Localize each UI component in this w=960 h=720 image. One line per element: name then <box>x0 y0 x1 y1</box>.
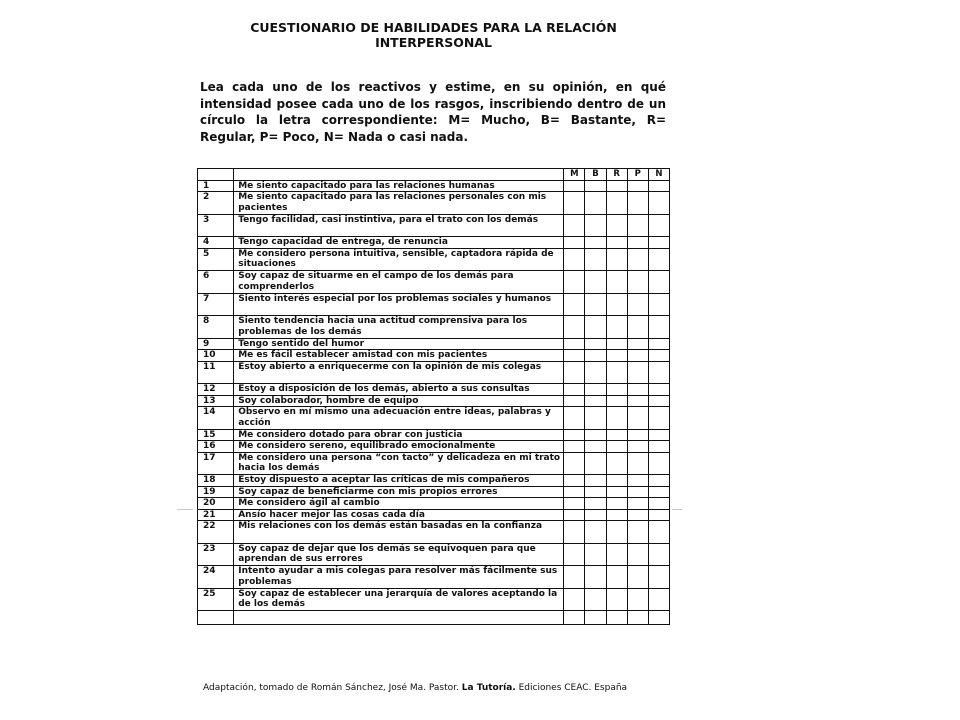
title-line-1: CUESTIONARIO DE HABILIDADES PARA LA RELACIÓN <box>250 20 617 35</box>
answer-cell-p[interactable] <box>627 361 648 384</box>
answer-cell-m[interactable] <box>564 338 585 350</box>
item-statement: Me considero ágil al cambio <box>234 498 564 510</box>
answer-cell-r[interactable] <box>606 271 627 294</box>
answer-cell-m[interactable] <box>564 521 585 544</box>
table-row <box>198 509 670 521</box>
answer-cell-p[interactable] <box>627 237 648 249</box>
answer-cell-b[interactable] <box>585 192 606 215</box>
table-row <box>198 316 670 339</box>
item-statement: Tengo capacidad de entrega, de renuncia <box>234 237 564 249</box>
answer-cell-b[interactable] <box>585 509 606 521</box>
item-number: 8 <box>198 316 234 339</box>
header-option-n: N <box>648 169 669 181</box>
answer-cell-n[interactable] <box>648 452 669 475</box>
answer-cell-m[interactable] <box>564 180 585 192</box>
answer-cell-p[interactable] <box>627 350 648 362</box>
answer-cell-b[interactable] <box>585 452 606 475</box>
answer-cell-n[interactable] <box>648 384 669 396</box>
answer-cell-m[interactable] <box>564 407 585 430</box>
table-row <box>198 395 670 407</box>
answer-cell-p[interactable] <box>627 293 648 316</box>
answer-cell-m[interactable] <box>564 498 585 510</box>
answer-cell-r[interactable] <box>606 316 627 339</box>
answer-cell-m[interactable] <box>564 588 585 611</box>
answer-cell-n[interactable] <box>648 237 669 249</box>
answer-cell-r[interactable] <box>606 588 627 611</box>
item-number: 24 <box>198 566 234 589</box>
answer-cell-n[interactable] <box>648 486 669 498</box>
table-row-empty <box>198 611 670 625</box>
answer-cell-p[interactable] <box>627 395 648 407</box>
answer-cell-m[interactable] <box>564 237 585 249</box>
answer-cell-n[interactable] <box>648 214 669 237</box>
item-statement: Mis relaciones con los demás están basadas en la confianza <box>234 521 564 544</box>
item-number: 10 <box>198 350 234 362</box>
table-row <box>198 498 670 510</box>
answer-cell-b[interactable] <box>585 521 606 544</box>
answer-cell-n[interactable] <box>648 293 669 316</box>
table-row <box>198 384 670 396</box>
empty-answer-cell[interactable] <box>627 611 648 625</box>
answer-cell-p[interactable] <box>627 214 648 237</box>
answer-cell-r[interactable] <box>606 452 627 475</box>
item-number: 19 <box>198 486 234 498</box>
header-option-r: R <box>606 169 627 181</box>
item-statement: Soy colaborador, hombre de equipo <box>234 395 564 407</box>
title-line-2: INTERPERSONAL <box>375 35 492 50</box>
source-citation <box>203 683 673 694</box>
answer-cell-r[interactable] <box>606 509 627 521</box>
citation-suffix: Ediciones CEAC. España <box>515 683 628 693</box>
item-statement: Me considero una persona “con tacto” y delicadeza en mi trato hacia los demás <box>234 452 564 475</box>
item-statement: Me considero persona intuitiva, sensible, captadora rápida de situaciones <box>234 248 564 271</box>
answer-cell-n[interactable] <box>648 395 669 407</box>
answer-cell-m[interactable] <box>564 543 585 566</box>
answer-cell-n[interactable] <box>648 316 669 339</box>
table-header-row <box>198 169 670 181</box>
answer-cell-m[interactable] <box>564 429 585 441</box>
answer-cell-p[interactable] <box>627 429 648 441</box>
answer-cell-p[interactable] <box>627 384 648 396</box>
answer-cell-r[interactable] <box>606 248 627 271</box>
empty-answer-cell[interactable] <box>585 611 606 625</box>
empty-answer-cell[interactable] <box>564 611 585 625</box>
answer-cell-b[interactable] <box>585 237 606 249</box>
item-number: 9 <box>198 338 234 350</box>
questionnaire-table <box>197 168 670 625</box>
item-number: 4 <box>198 237 234 249</box>
item-number: 17 <box>198 452 234 475</box>
header-option-m: M <box>564 169 585 181</box>
answer-cell-p[interactable] <box>627 475 648 487</box>
table-row <box>198 214 670 237</box>
answer-cell-r[interactable] <box>606 192 627 215</box>
table-row <box>198 237 670 249</box>
answer-cell-r[interactable] <box>606 384 627 396</box>
table-row <box>198 361 670 384</box>
empty-cell <box>234 611 564 625</box>
table-row <box>198 293 670 316</box>
answer-cell-b[interactable] <box>585 248 606 271</box>
table-row <box>198 441 670 453</box>
table-row <box>198 521 670 544</box>
answer-cell-r[interactable] <box>606 407 627 430</box>
answer-cell-m[interactable] <box>564 293 585 316</box>
table-row <box>198 475 670 487</box>
citation-prefix: Adaptación, tomado de Román Sánchez, José Ma. Pastor. <box>203 683 462 693</box>
item-number: 2 <box>198 192 234 215</box>
item-statement: Siento interés especial por los problemas sociales y humanos <box>234 293 564 316</box>
answer-cell-m[interactable] <box>564 316 585 339</box>
answer-cell-b[interactable] <box>585 180 606 192</box>
answer-cell-p[interactable] <box>627 407 648 430</box>
answer-cell-n[interactable] <box>648 271 669 294</box>
answer-cell-n[interactable] <box>648 441 669 453</box>
answer-cell-m[interactable] <box>564 350 585 362</box>
answer-cell-n[interactable] <box>648 350 669 362</box>
answer-cell-b[interactable] <box>585 214 606 237</box>
answer-cell-m[interactable] <box>564 475 585 487</box>
item-number: 5 <box>198 248 234 271</box>
table-row <box>198 248 670 271</box>
answer-cell-b[interactable] <box>585 566 606 589</box>
answer-cell-r[interactable] <box>606 566 627 589</box>
item-number: 1 <box>198 180 234 192</box>
answer-cell-m[interactable] <box>564 361 585 384</box>
answer-cell-r[interactable] <box>606 350 627 362</box>
item-statement: Tengo sentido del humor <box>234 338 564 350</box>
item-statement: Me siento capacitado para las relaciones humanas <box>234 180 564 192</box>
item-statement: Estoy dispuesto a aceptar las críticas de mis compañeros <box>234 475 564 487</box>
item-statement: Observo en mí mismo una adecuación entre ideas, palabras y acción <box>234 407 564 430</box>
answer-cell-b[interactable] <box>585 350 606 362</box>
table-row <box>198 486 670 498</box>
answer-cell-m[interactable] <box>564 395 585 407</box>
item-number: 3 <box>198 214 234 237</box>
item-number: 11 <box>198 361 234 384</box>
divider-line-left <box>177 509 193 510</box>
item-statement: Soy capaz de dejar que los demás se equivoquen para que aprendan de sus errores <box>234 543 564 566</box>
item-statement: Tengo facilidad, casi instintiva, para el trato con los demás <box>234 214 564 237</box>
answer-cell-p[interactable] <box>627 452 648 475</box>
table-row <box>198 543 670 566</box>
item-statement: Soy capaz de beneficiarme con mis propios errores <box>234 486 564 498</box>
answer-cell-m[interactable] <box>564 441 585 453</box>
answer-cell-n[interactable] <box>648 361 669 384</box>
answer-cell-n[interactable] <box>648 338 669 350</box>
answer-cell-r[interactable] <box>606 543 627 566</box>
answer-cell-b[interactable] <box>585 429 606 441</box>
empty-cell <box>198 611 234 625</box>
item-statement: Me considero sereno, equilibrado emocionalmente <box>234 441 564 453</box>
answer-cell-p[interactable] <box>627 498 648 510</box>
answer-cell-n[interactable] <box>648 566 669 589</box>
item-number: 13 <box>198 395 234 407</box>
table-body <box>198 180 670 625</box>
item-number: 20 <box>198 498 234 510</box>
answer-cell-b[interactable] <box>585 338 606 350</box>
answer-cell-r[interactable] <box>606 361 627 384</box>
header-option-b: B <box>585 169 606 181</box>
answer-cell-n[interactable] <box>648 588 669 611</box>
answer-cell-b[interactable] <box>585 293 606 316</box>
item-statement: Siento tendencia hacia una actitud comprensiva para los problemas de los demás <box>234 316 564 339</box>
answer-cell-r[interactable] <box>606 237 627 249</box>
answer-cell-p[interactable] <box>627 509 648 521</box>
item-number: 7 <box>198 293 234 316</box>
item-statement: Me considero dotado para obrar con justicia <box>234 429 564 441</box>
answer-cell-r[interactable] <box>606 521 627 544</box>
item-number: 12 <box>198 384 234 396</box>
item-statement: Intento ayudar a mis colegas para resolver más fácilmente sus problemas <box>234 566 564 589</box>
answer-cell-b[interactable] <box>585 543 606 566</box>
questionnaire-title <box>200 20 667 50</box>
answer-cell-b[interactable] <box>585 271 606 294</box>
answer-cell-r[interactable] <box>606 429 627 441</box>
answer-cell-r[interactable] <box>606 498 627 510</box>
answer-cell-b[interactable] <box>585 361 606 384</box>
answer-cell-r[interactable] <box>606 486 627 498</box>
item-number: 22 <box>198 521 234 544</box>
answer-cell-r[interactable] <box>606 395 627 407</box>
answer-cell-b[interactable] <box>585 475 606 487</box>
table-row <box>198 338 670 350</box>
answer-cell-m[interactable] <box>564 509 585 521</box>
answer-cell-m[interactable] <box>564 214 585 237</box>
answer-cell-p[interactable] <box>627 271 648 294</box>
item-number: 23 <box>198 543 234 566</box>
answer-cell-m[interactable] <box>564 486 585 498</box>
item-statement: Soy capaz de establecer una jerarquía de valores aceptando la de los demás <box>234 588 564 611</box>
table-row <box>198 407 670 430</box>
answer-cell-r[interactable] <box>606 180 627 192</box>
answer-cell-b[interactable] <box>585 395 606 407</box>
item-number: 16 <box>198 441 234 453</box>
item-statement: Estoy a disposición de los demás, abierto a sus consultas <box>234 384 564 396</box>
answer-cell-n[interactable] <box>648 429 669 441</box>
answer-cell-m[interactable] <box>564 566 585 589</box>
answer-cell-m[interactable] <box>564 271 585 294</box>
answer-cell-b[interactable] <box>585 384 606 396</box>
answer-cell-n[interactable] <box>648 180 669 192</box>
item-statement: Me siento capacitado para las relaciones personales con mis pacientes <box>234 192 564 215</box>
answer-cell-p[interactable] <box>627 566 648 589</box>
answer-cell-p[interactable] <box>627 248 648 271</box>
answer-cell-n[interactable] <box>648 192 669 215</box>
empty-answer-cell[interactable] <box>606 611 627 625</box>
answer-cell-b[interactable] <box>585 407 606 430</box>
answer-cell-n[interactable] <box>648 543 669 566</box>
answer-cell-p[interactable] <box>627 521 648 544</box>
answer-cell-n[interactable] <box>648 521 669 544</box>
item-number: 14 <box>198 407 234 430</box>
table-row <box>198 350 670 362</box>
answer-cell-n[interactable] <box>648 509 669 521</box>
answer-cell-r[interactable] <box>606 293 627 316</box>
answer-cell-m[interactable] <box>564 248 585 271</box>
answer-cell-p[interactable] <box>627 543 648 566</box>
answer-cell-r[interactable] <box>606 441 627 453</box>
answer-cell-b[interactable] <box>585 316 606 339</box>
answer-cell-p[interactable] <box>627 588 648 611</box>
instructions-text: Lea cada uno de los reactivos y estime, en su opinión, en qué intensidad posee cada uno de los rasgos, inscribiendo dentro de un círculo la letra correspondiente: M= Mucho, B= Bastante, R= Regular, P= Poco, N= Nada o casi nada. <box>200 80 666 144</box>
item-statement: Soy capaz de situarme en el campo de los demás para comprenderlos <box>234 271 564 294</box>
table-row <box>198 452 670 475</box>
divider-line-right <box>672 509 682 510</box>
table-row <box>198 192 670 215</box>
table-row <box>198 588 670 611</box>
answer-cell-p[interactable] <box>627 338 648 350</box>
item-statement: Ansío hacer mejor las cosas cada día <box>234 509 564 521</box>
answer-cell-n[interactable] <box>648 498 669 510</box>
answer-cell-p[interactable] <box>627 441 648 453</box>
answer-cell-r[interactable] <box>606 338 627 350</box>
answer-cell-m[interactable] <box>564 192 585 215</box>
answer-cell-b[interactable] <box>585 588 606 611</box>
item-number: 15 <box>198 429 234 441</box>
header-option-p: P <box>627 169 648 181</box>
answer-cell-p[interactable] <box>627 192 648 215</box>
answer-cell-m[interactable] <box>564 384 585 396</box>
item-number: 25 <box>198 588 234 611</box>
table-row <box>198 429 670 441</box>
table-row <box>198 566 670 589</box>
header-statement-cell <box>234 169 564 181</box>
answer-cell-n[interactable] <box>648 248 669 271</box>
answer-cell-p[interactable] <box>627 486 648 498</box>
item-number: 6 <box>198 271 234 294</box>
answer-cell-n[interactable] <box>648 475 669 487</box>
item-number: 18 <box>198 475 234 487</box>
item-statement: Estoy abierto a enriquecerme con la opinión de mis colegas <box>234 361 564 384</box>
empty-answer-cell[interactable] <box>648 611 669 625</box>
answer-cell-p[interactable] <box>627 180 648 192</box>
answer-cell-n[interactable] <box>648 407 669 430</box>
answer-cell-b[interactable] <box>585 498 606 510</box>
header-number-cell <box>198 169 234 181</box>
item-statement: Me es fácil establecer amistad con mis pacientes <box>234 350 564 362</box>
item-number: 21 <box>198 509 234 521</box>
answer-cell-r[interactable] <box>606 214 627 237</box>
table-row <box>198 271 670 294</box>
answer-cell-r[interactable] <box>606 475 627 487</box>
citation-book-title: La Tutoría. <box>461 683 516 693</box>
answer-cell-b[interactable] <box>585 486 606 498</box>
answer-cell-b[interactable] <box>585 441 606 453</box>
table-row <box>198 180 670 192</box>
answer-cell-m[interactable] <box>564 452 585 475</box>
answer-cell-p[interactable] <box>627 316 648 339</box>
